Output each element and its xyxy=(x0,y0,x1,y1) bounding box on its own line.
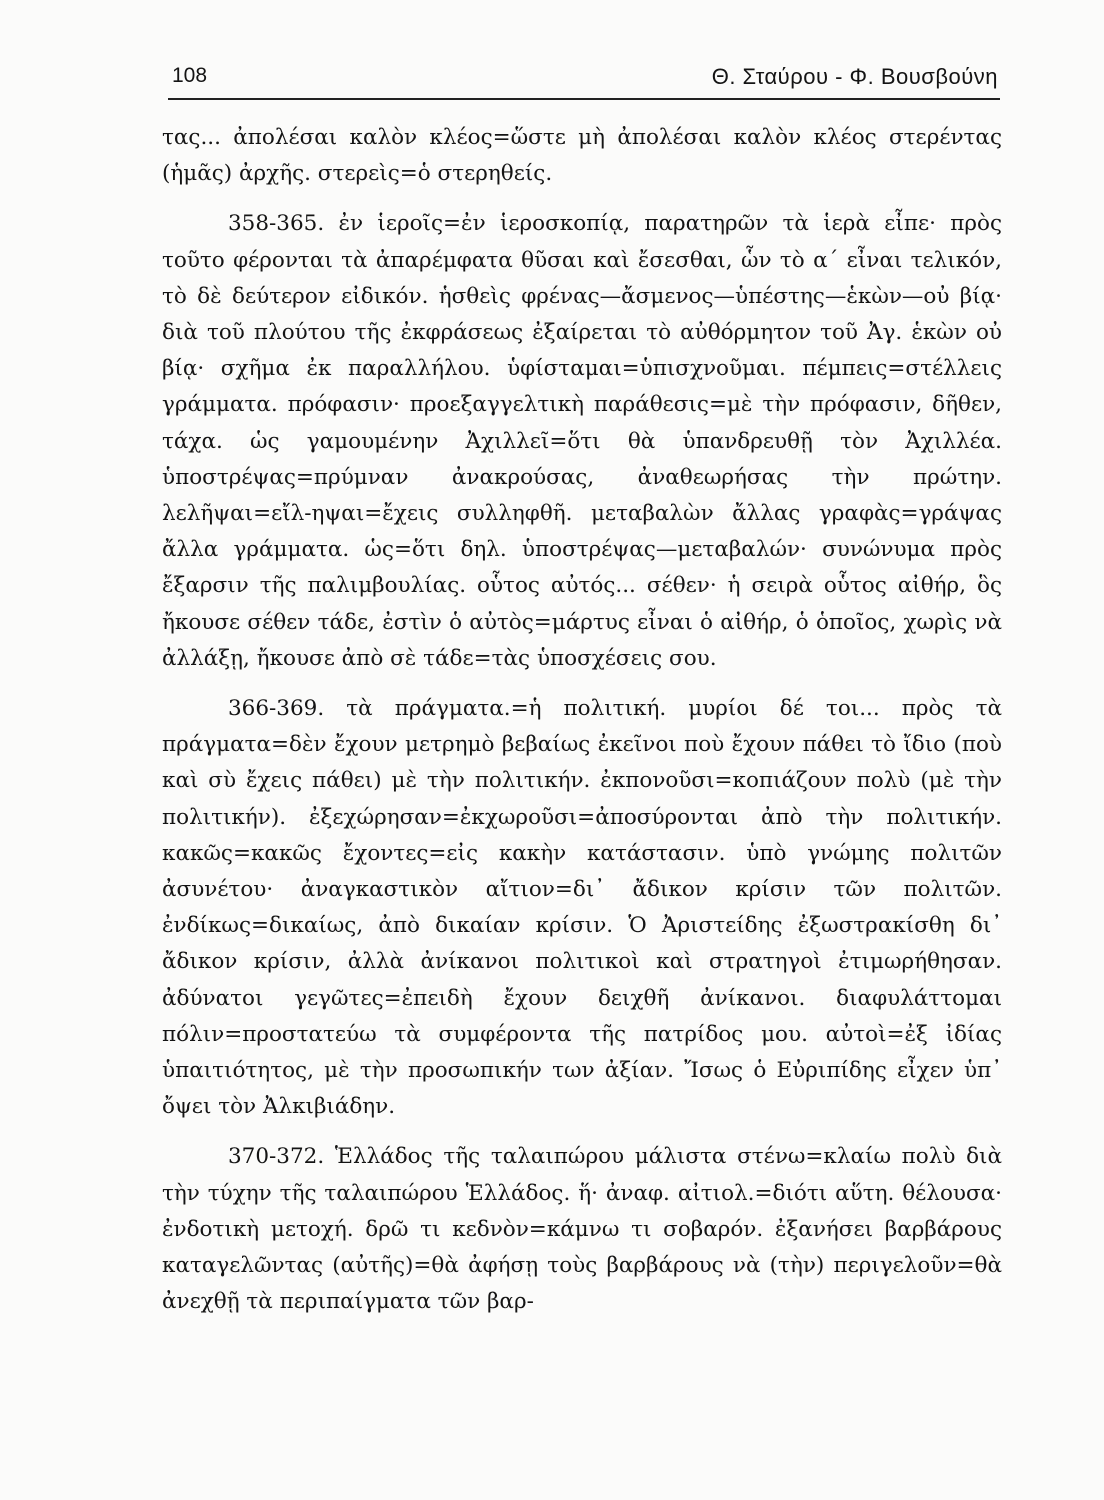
paragraph-continuation: τας... ἀπολέσαι καλὸν κλέος=ὥστε μὴ ἀπολέσαι καλὸν κλέος στερέντας (ἡμᾶς) ἀρχῆς. στερεὶς=ὁ στερηθείς. xyxy=(162,125,1002,187)
paragraph-lines-366-369: 366-369. τὰ πράγματα.=ἡ πολιτική. μυρίοι δέ τοι... πρὸς τὰ πράγματα=δὲν ἔχουν μετρημὸ βεβαίως ἐκεῖνοι ποὺ ἔχουν πάθει τὸ ἴδιο (ποὺ καὶ σὺ ἔχεις πάθει) μὲ τὴν πολιτικήν. ἐκπονοῦσι=κοπιάζουν πολὺ (μὲ τὴν πολιτικήν). ἐξεχώρησαν=ἐκχωροῦσι=ἀποσύρονται ἀπὸ τὴν πολιτικήν. κακῶς=κακῶς ἔχοντες=εἰς κακὴν κατάστασιν. ὑπὸ γνώμης πολιτῶν ἀσυνέτου· ἀναγκαστικὸν αἴτιον=δι᾿ ἄδικον κρίσιν τῶν πολιτῶν. ἐνδίκως=δικαίως, ἀπὸ δικαίαν κρίσιν. Ὁ Ἀριστείδης ἐξωστρακίσθη δι᾿ ἄδικον κρίσιν, ἀλλὰ ἀνίκανοι πολιτικοὶ καὶ στρατηγοὶ ἐτιμωρήθησαν. ἀδύνατοι γεγῶτες=ἐπειδὴ ἔχουν δειχθῆ ἀνίκανοι. διαφυλάττομαι πόλιν=προστατεύω τὰ συμφέροντα τῆς πατρίδος μου. αὐτοὶ=ἐξ ἰδίας ὑπαιτιότητος, μὲ τὴν προσωπικήν των ἀξίαν. Ἴσως ὁ Εὐριπίδης εἶχεν ὑπ᾿ ὄψει τὸν Ἀλκιβιάδην. xyxy=(162,696,1002,1120)
page-number: 108 xyxy=(172,64,208,87)
commentary-text xyxy=(162,120,1002,1321)
paragraph-lines-370-372: 370-372. Ἑλλάδος τῆς ταλαιπώρου μάλιστα στένω=κλαίω πολὺ διὰ τὴν τύχην τῆς ταλαιπώρου Ἑλλάδος. ἥ· ἀναφ. αἰτιολ.=διότι αὕτη. θέλουσα· ἐνδοτικὴ μετοχή. δρῶ τι κεδνὸν=κάμνω τι σοβαρόν. ἐξανήσει βαρβάρους καταγελῶντας (αὐτῆς)=θὰ ἀφήσῃ τοὺς βαρβάρους νὰ (τὴν) περιγελοῦν=θὰ ἀνεχθῇ τὰ περιπαίγματα τῶν βαρ- xyxy=(162,1144,1002,1315)
page-header xyxy=(168,62,1000,100)
running-title: Θ. Σταύρου - Φ. Βουσβούνη xyxy=(711,64,998,89)
paragraph-lines-358-365: 358-365. ἐν ἱεροῖς=ἐν ἱεροσκοπίᾳ, παρατηρῶν τὰ ἱερὰ εἶπε· πρὸς τοῦτο φέρονται τὰ ἀπαρέμφατα θῦσαι καὶ ἔσεσθαι, ὧν τὸ α΄ εἶναι τελικόν, τὸ δὲ δεύτερον εἰδικόν. ἡσθεὶς φρένας—ἄσμενος—ὑπέστης—ἑκὼν—οὐ βίᾳ· διὰ τοῦ πλούτου τῆς ἐκφράσεως ἐξαίρεται τὸ αὐθόρμητον τοῦ Ἀγ. ἑκὼν οὐ βίᾳ· σχῆμα ἐκ παραλλήλου. ὑφίσταμαι=ὑπισχνοῦμαι. πέμπεις=στέλλεις γράμματα. πρόφασιν· προεξαγγελτικὴ παράθεσις=μὲ τὴν πρόφασιν, δῆθεν, τάχα. ὡς γαμουμένην Ἀχιλλεῖ=ὅτι θὰ ὑπανδρευθῇ τὸν Ἀχιλλέα. ὑποστρέψας=πρύμναν ἀνακρούσας, ἀναθεωρήσας τὴν πρώτην. λελῆψαι=εἴλ-ηψαι=ἔχεις συλληφθῆ. μεταβαλὼν ἄλλας γραφὰς=γράψας ἄλλα γράμματα. ὡς=ὅτι δηλ. ὑποστρέψας—μεταβαλών· συνώνυμα πρὸς ἔξαρσιν τῆς παλιμβουλίας. οὗτος αὐτός... σέθεν· ἡ σειρὰ οὗτος αἰθήρ, ὃς ἤκουσε σέθεν τάδε, ἐστὶν ὁ αὐτὸς=μάρτυς εἶναι ὁ αἰθήρ, ὁ ὁποῖος, χωρὶς νὰ ἀλλάξῃ, ἤκουσε ἀπὸ σὲ τάδε=τὰς ὑποσχέσεις σου. xyxy=(162,211,1002,671)
